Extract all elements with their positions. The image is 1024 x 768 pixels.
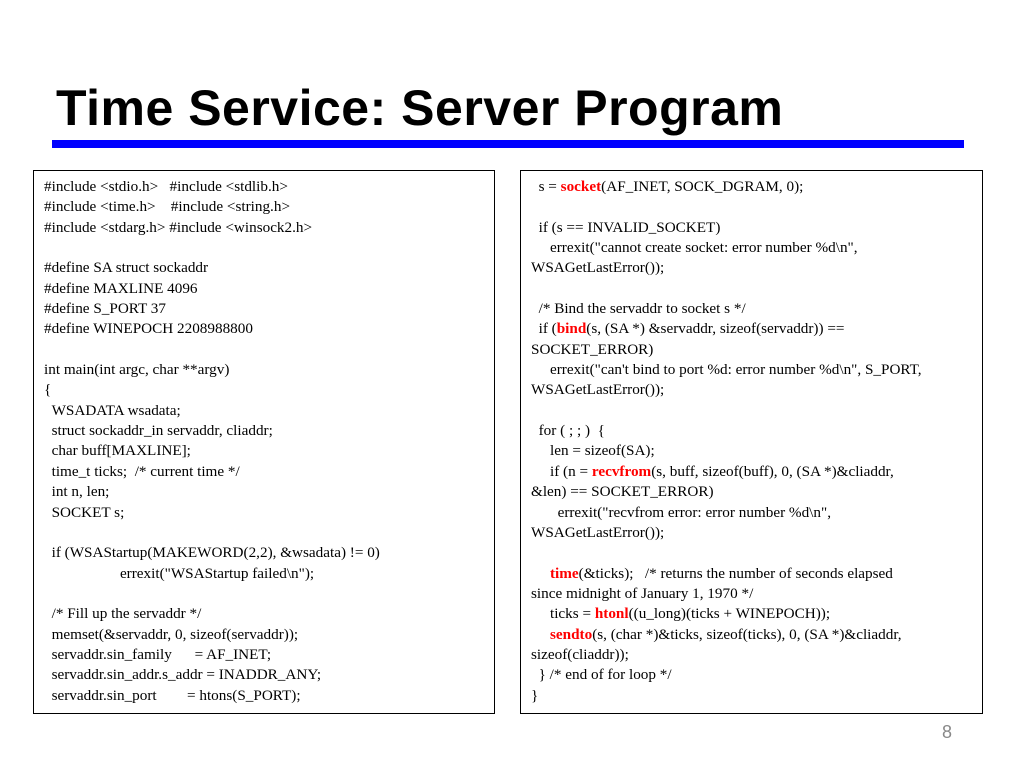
code-text: (s, (char *)&ticks, sizeof(ticks), 0, (SA *)&cliaddr, <box>592 625 902 643</box>
code-line <box>531 665 979 685</box>
code-line <box>44 604 490 624</box>
code-line <box>531 625 979 645</box>
code-text: /* Fill up the servaddr */ <box>44 605 202 623</box>
code-text: #define MAXLINE 4096 <box>44 279 198 297</box>
code-text: #include <stdio.h> #include <stdlib.h> <box>44 178 288 195</box>
code-text: /* Bind the servaddr to socket s */ <box>531 300 746 318</box>
code-text: sizeof(cliaddr)); <box>531 645 629 663</box>
code-text: int n, len; <box>44 483 110 501</box>
code-line <box>531 258 979 278</box>
code-line <box>44 482 490 502</box>
code-text: } /* end of for loop */ <box>531 666 672 684</box>
code-line <box>44 360 490 380</box>
code-line <box>531 380 979 400</box>
code-text: servaddr.sin_family = AF_INET; <box>44 645 272 663</box>
code-text: errexit("can't bind to port %d: error number %d\n", S_PORT, <box>531 361 922 379</box>
code-text: len = sizeof(SA); <box>531 442 655 460</box>
code-line <box>531 218 979 238</box>
code-text: if (n = <box>531 462 592 480</box>
code-line <box>531 462 979 482</box>
code-text: (&ticks); /* returns the number of seconds elapsed <box>578 564 893 582</box>
highlighted-function-name: htonl <box>594 605 629 623</box>
code-line <box>531 503 979 523</box>
code-line <box>44 380 490 400</box>
code-text: time_t ticks; /* current time */ <box>44 462 240 480</box>
highlighted-function-name: sendto <box>549 625 593 643</box>
code-text <box>531 565 550 582</box>
code-line <box>44 218 490 238</box>
code-line <box>531 686 979 706</box>
code-text: s = <box>531 178 561 195</box>
code-text: #include <time.h> #include <string.h> <box>44 198 291 216</box>
code-line <box>531 401 979 421</box>
code-line <box>531 238 979 258</box>
code-line <box>531 564 979 584</box>
code-line <box>531 340 979 360</box>
code-text: int main(int argc, char **argv) <box>44 361 230 379</box>
code-line <box>44 177 490 197</box>
code-text: #define WINEPOCH 2208988800 <box>44 320 253 338</box>
code-text: struct sockaddr_in servaddr, cliaddr; <box>44 422 273 440</box>
code-line <box>531 482 979 502</box>
highlighted-function-name: bind <box>556 320 587 338</box>
code-line <box>44 523 490 543</box>
code-text: (AF_INET, SOCK_DGRAM, 0); <box>601 178 804 195</box>
code-line <box>531 299 979 319</box>
code-line <box>44 645 490 665</box>
code-text: ((u_long)(ticks + WINEPOCH)); <box>628 605 831 623</box>
code-text: errexit("cannot create socket: error number %d\n", <box>531 239 858 257</box>
code-line <box>531 177 979 197</box>
code-text <box>531 626 550 643</box>
code-text: for ( ; ; ) { <box>531 422 605 440</box>
code-line <box>44 279 490 299</box>
code-line <box>531 319 979 339</box>
code-text: } <box>531 686 539 704</box>
code-line <box>531 584 979 604</box>
code-line <box>531 197 979 217</box>
code-text: SOCKET_ERROR) <box>531 340 654 358</box>
code-line <box>44 197 490 217</box>
code-line <box>44 686 490 706</box>
code-text: #define SA struct sockaddr <box>44 259 209 277</box>
code-text: WSAGetLastError()); <box>531 381 665 399</box>
code-text: (s, (SA *) &servaddr, sizeof(servaddr)) == <box>586 320 845 338</box>
code-line <box>44 564 490 584</box>
code-line <box>44 238 490 258</box>
code-line <box>44 543 490 563</box>
code-line <box>44 319 490 339</box>
code-text: ticks = <box>531 605 595 623</box>
code-box-left <box>33 170 495 714</box>
code-text: (s, buff, sizeof(buff), 0, (SA *)&cliaddr, <box>651 462 894 480</box>
code-text: servaddr.sin_port = htons(S_PORT); <box>44 686 301 704</box>
page-number: 8 <box>942 722 953 742</box>
code-line <box>531 645 979 665</box>
code-line <box>531 441 979 461</box>
code-text: { <box>44 381 52 399</box>
code-line <box>44 584 490 604</box>
code-text: SOCKET s; <box>44 503 125 521</box>
code-text: errexit("recvfrom error: error number %d\n", <box>531 503 831 521</box>
code-text: servaddr.sin_addr.s_addr = INADDR_ANY; <box>44 666 322 684</box>
code-text: WSAGetLastError()); <box>531 523 665 541</box>
code-text: errexit("WSAStartup failed\n"); <box>44 564 315 582</box>
code-text: if (s == INVALID_SOCKET) <box>531 218 721 236</box>
code-line <box>44 401 490 421</box>
code-line <box>44 258 490 278</box>
code-line <box>531 523 979 543</box>
code-text: &len) == SOCKET_ERROR) <box>531 483 714 501</box>
code-line <box>44 503 490 523</box>
code-text: if (WSAStartup(MAKEWORD(2,2), &wsadata) != 0) <box>44 544 380 562</box>
code-line <box>531 421 979 441</box>
highlighted-function-name: socket <box>560 178 602 195</box>
code-line <box>44 441 490 461</box>
code-text: since midnight of January 1, 1970 */ <box>531 584 754 602</box>
code-box-right <box>520 170 983 714</box>
code-text: if ( <box>531 320 557 338</box>
code-text: char buff[MAXLINE]; <box>44 442 191 460</box>
code-text: WSAGetLastError()); <box>531 259 665 277</box>
code-line <box>44 421 490 441</box>
code-line <box>44 625 490 645</box>
code-line <box>531 360 979 380</box>
code-line <box>531 604 979 624</box>
highlighted-function-name: recvfrom <box>591 462 652 480</box>
code-line <box>44 665 490 685</box>
slide-title: Time Service: Server Program <box>56 80 784 136</box>
code-text: #define S_PORT 37 <box>44 300 166 318</box>
code-text: WSADATA wsadata; <box>44 401 181 419</box>
highlighted-function-name: time <box>549 564 579 582</box>
title-underline-rule <box>52 140 964 148</box>
code-line <box>531 279 979 299</box>
code-line <box>44 340 490 360</box>
code-text: #include <stdarg.h> #include <winsock2.h> <box>44 218 313 236</box>
code-text: memset(&servaddr, 0, sizeof(servaddr)); <box>44 625 299 643</box>
code-line <box>44 299 490 319</box>
code-line <box>44 462 490 482</box>
code-line <box>531 543 979 563</box>
